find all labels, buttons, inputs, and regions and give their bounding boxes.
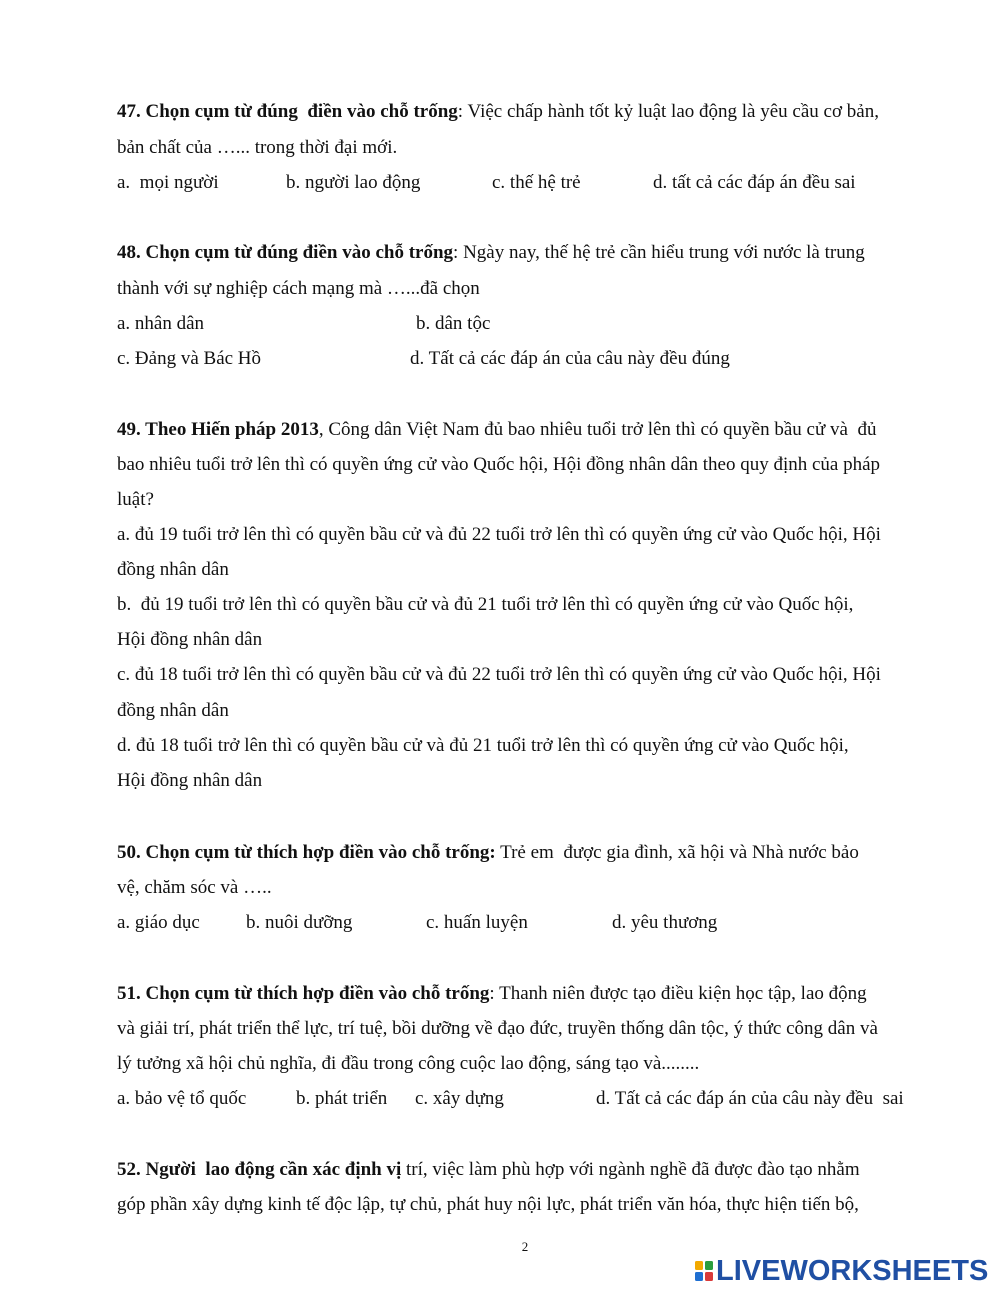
question-52-line-1 [117, 1158, 860, 1182]
question-50-line-2: vệ, chăm sóc và ….. [117, 877, 272, 898]
question-49-option-d-cont: Hội đồng nhân dân [117, 770, 263, 791]
question-49-option-b-cont: Hội đồng nhân dân [117, 629, 263, 650]
question-49-option-c-cont: đồng nhân dân [117, 700, 229, 721]
question-47-option-d: d. tất cả các đáp án đều sai [653, 172, 856, 193]
question-51-line-3: lý tưởng xã hội chủ nghĩa, đi đầu trong công cuộc lao động, sáng tạo và........ [117, 1053, 700, 1074]
liveworksheets-logo-icon [694, 1260, 714, 1282]
question-48-option-c: c. Đảng và Bác Hồ [117, 348, 262, 369]
question-49-line-1 [117, 418, 876, 442]
question-47-line-2: bản chất của …... trong thời đại mới. [117, 137, 398, 158]
question-50-option-d: d. yêu thương [612, 912, 718, 933]
question-50-option-a: a. giáo dục [117, 912, 200, 933]
question-51-line-1 [117, 982, 867, 1006]
question-47-option-c: c. thế hệ trẻ [492, 172, 581, 193]
question-49-option-a: a. đủ 19 tuổi trở lên thì có quyền bầu cử và đủ 22 tuổi trở lên thì có quyền ứng cử vào Quốc hội, Hội [117, 524, 881, 545]
question-49-heading: 49. Theo Hiến pháp 2013 [117, 419, 319, 440]
question-51-option-d: d. Tất cả các đáp án của câu này đều sai [596, 1088, 904, 1109]
question-50-heading: 50. Chọn cụm từ thích hợp điền vào chỗ trống: [117, 842, 496, 863]
question-49-line-3: luật? [117, 489, 154, 510]
question-50-text: Trẻ em được gia đình, xã hội và Nhà nước bảo [495, 842, 859, 863]
question-50-option-b: b. nuôi dưỡng [246, 912, 353, 933]
question-48-text: : Ngày nay, thế hệ trẻ cần hiểu trung với nước là trung [453, 242, 865, 263]
question-47-option-a: a. mọi người [117, 172, 219, 193]
question-51-option-b: b. phát triển [296, 1088, 388, 1109]
question-52-line-2: góp phần xây dựng kinh tế độc lập, tự chủ, phát huy nội lực, phát triển văn hóa, thực hiện tiến bộ, [117, 1194, 859, 1215]
question-47-heading: 47. Chọn cụm từ đúng điền vào chỗ trống [117, 101, 458, 122]
question-48-line-1 [117, 241, 865, 265]
question-49-option-b: b. đủ 19 tuổi trở lên thì có quyền bầu cử và đủ 21 tuổi trở lên thì có quyền ứng cử vào Quốc hội, [117, 594, 854, 615]
question-48-option-a: a. nhân dân [117, 313, 205, 334]
question-51-line-2: và giải trí, phát triển thể lực, trí tuệ, bồi dưỡng về đạo đức, truyền thống dân tộc, ý thức công dân và [117, 1018, 878, 1039]
question-49-option-d: d. đủ 18 tuổi trở lên thì có quyền bầu cử và đủ 21 tuổi trở lên thì có quyền ứng cử vào Quốc hội, [117, 735, 849, 756]
question-49-line-2: bao nhiêu tuổi trở lên thì có quyền ứng cử vào Quốc hội, Hội đồng nhân dân theo quy định của pháp [117, 454, 881, 475]
question-50-line-1 [117, 841, 859, 865]
question-51-heading: 51. Chọn cụm từ thích hợp điền vào chỗ trống [117, 983, 490, 1004]
question-49-option-c: c. đủ 18 tuổi trở lên thì có quyền bầu cử và đủ 22 tuổi trở lên thì có quyền ứng cử vào Quốc hội, Hội [117, 664, 881, 685]
question-49-text: , Công dân Việt Nam đủ bao nhiêu tuổi trở lên thì có quyền bầu cử và đủ [318, 419, 877, 440]
liveworksheets-brand[interactable] [694, 1256, 988, 1286]
question-51-option-a: a. bảo vệ tổ quốc [117, 1088, 247, 1109]
page-number: 2 [521, 1239, 529, 1254]
question-52-text: trí, việc làm phù hợp với ngành nghề đã được đào tạo nhằm [401, 1159, 860, 1180]
question-48-option-d: d. Tất cả các đáp án của câu này đều đúng [410, 348, 730, 369]
question-50-option-c: c. huấn luyện [426, 912, 528, 933]
question-47-line-1 [117, 100, 879, 124]
question-49-option-a-cont: đồng nhân dân [117, 559, 229, 580]
question-51-text: : Thanh niên được tạo điều kiện học tập, lao động [489, 983, 867, 1004]
question-47-text: : Việc chấp hành tốt kỷ luật lao động là yêu cầu cơ bản, [457, 101, 879, 122]
liveworksheets-wordmark: LIVEWORKSHEETS [716, 1254, 989, 1287]
question-52-heading: 52. Người lao động cần xác định vị [117, 1159, 402, 1180]
question-48-option-b: b. dân tộc [416, 313, 491, 334]
question-48-line-2: thành với sự nghiệp cách mạng mà …...đã chọn [117, 278, 480, 299]
question-47-option-b: b. người lao động [286, 172, 421, 193]
question-51-option-c: c. xây dựng [415, 1088, 504, 1109]
question-48-heading: 48. Chọn cụm từ đúng điền vào chỗ trống [117, 242, 454, 263]
